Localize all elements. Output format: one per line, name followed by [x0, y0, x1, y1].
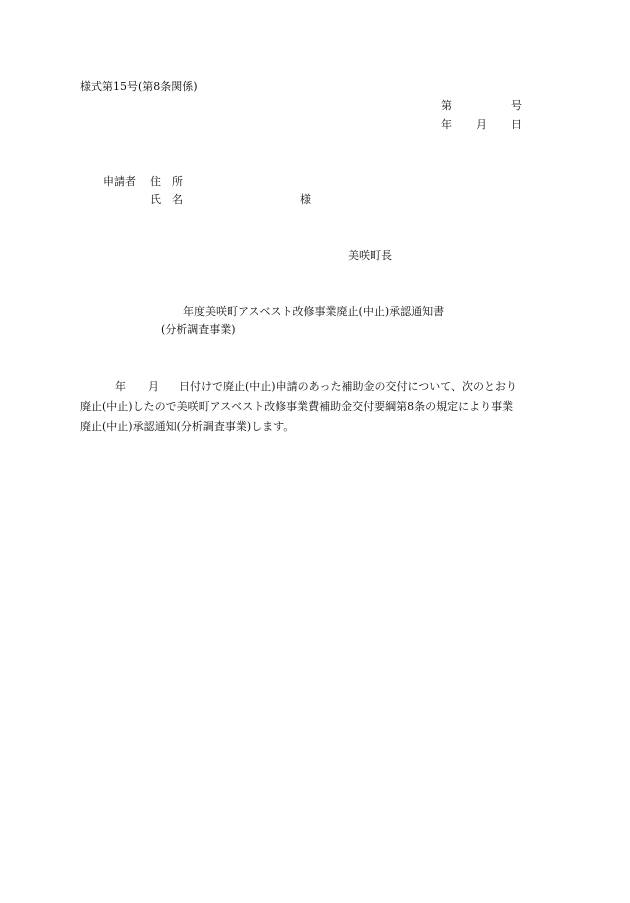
notice-subtitle: (分析調査事業)	[161, 323, 236, 336]
address-label: 住 所	[150, 175, 183, 188]
date-month: 月	[476, 118, 487, 131]
body-line-3: 廃止(中止)承認通知(分析調査事業)します。	[80, 420, 295, 433]
sender-mayor: 美咲町長	[348, 249, 392, 262]
date-day: 日	[511, 118, 522, 131]
body-year: 年	[115, 380, 126, 393]
number-suffix: 号	[511, 99, 522, 112]
number-prefix: 第	[441, 99, 452, 112]
body-line-1: 年 月 日付けで廃止(中止)申請のあった補助金の交付について、次のとおり	[115, 380, 518, 393]
applicant-label: 申請者	[103, 175, 136, 188]
name-label: 氏 名	[150, 193, 183, 206]
body-month: 月	[148, 380, 159, 393]
notice-title: 年度美咲町アスベスト改修事業廃止(中止)承認通知書	[183, 305, 445, 318]
honorific: 様	[300, 193, 311, 206]
form-number: 様式第15号(第8条関係)	[80, 80, 198, 93]
notice-body	[80, 377, 550, 437]
date-year: 年	[441, 118, 452, 131]
body-line-2: 廃止(中止)したので美咲町アスベスト改修事業費補助金交付要綱第8条の規定により事業	[80, 400, 514, 413]
